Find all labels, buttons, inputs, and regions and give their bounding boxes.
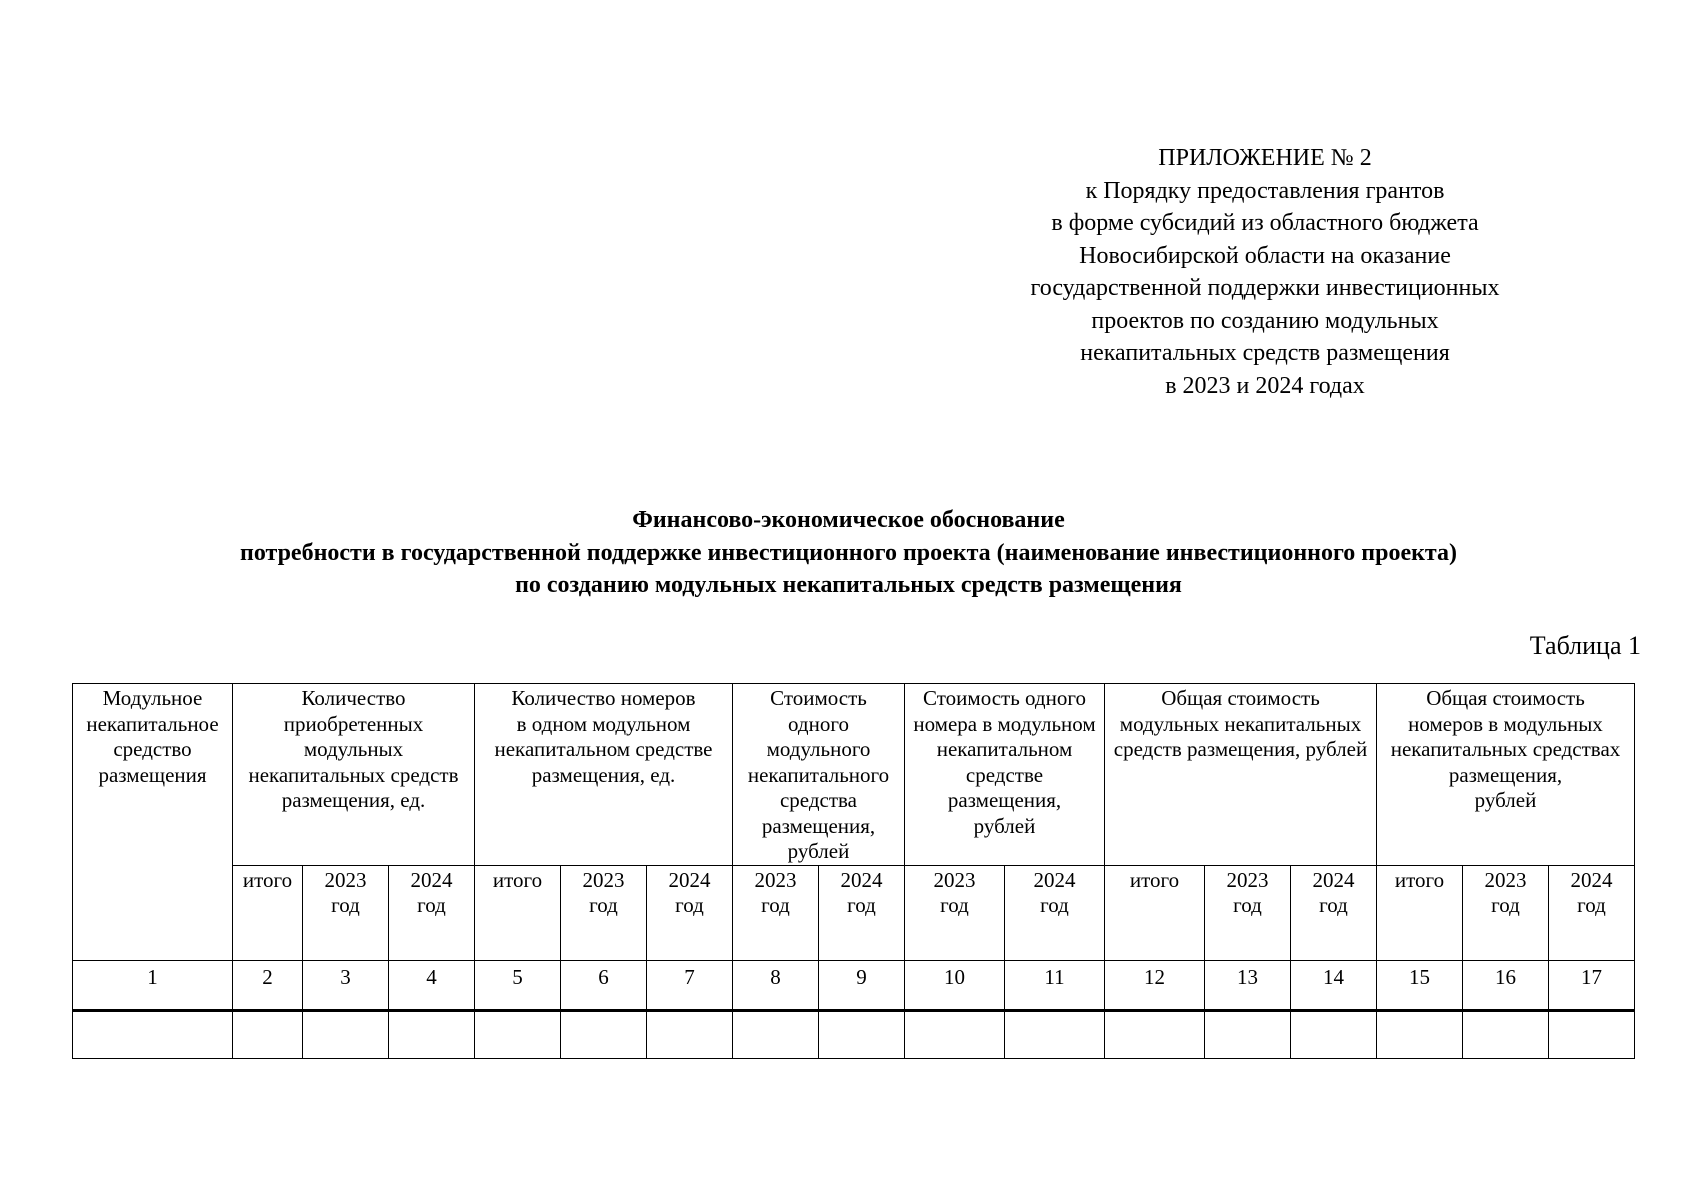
data-cell[interactable]	[561, 1010, 647, 1058]
column-number-cell: 17	[1549, 960, 1635, 1010]
header-text-line: год	[1577, 893, 1606, 917]
header-text-line: год	[940, 893, 969, 917]
data-cell[interactable]	[233, 1010, 303, 1058]
header-text-line: размещения, ед.	[281, 788, 426, 812]
header-text-line: 2024	[1312, 867, 1355, 892]
subheader-cell	[303, 865, 389, 960]
header-text-line: 2023	[1484, 867, 1527, 892]
header-text-line: размещения,	[1448, 762, 1563, 787]
header-text-line: некапитальных средств	[248, 762, 459, 787]
title-line: потребности в государственной поддержке инвестиционного проекта (наименование инвестиционного проекта)	[239, 539, 1457, 566]
header-text-line: Стоимость	[770, 686, 867, 710]
column-number-cell: 6	[561, 960, 647, 1010]
header-text-line: 2023	[933, 867, 976, 892]
header-text-line: некапитальных средствах	[1390, 737, 1621, 761]
header-text-line: 2023	[1226, 867, 1269, 892]
header-text-line: год	[847, 893, 876, 917]
data-cell[interactable]	[1549, 1010, 1635, 1058]
header-text-line: год	[331, 893, 360, 917]
subheader-cell	[475, 865, 561, 960]
appendix-line: к Порядку предоставления грантов	[1085, 177, 1445, 204]
subheader-cell	[1005, 865, 1105, 960]
header-text-line: итого	[492, 867, 543, 892]
header-text-line: 2024	[410, 867, 453, 892]
appendix-line: в форме субсидий из областного бюджета	[1051, 210, 1479, 236]
column-number-cell: 3	[303, 960, 389, 1010]
header-text-line: Стоимость одного	[923, 686, 1086, 710]
header-text-line: 2023	[324, 867, 367, 892]
header-text-line: итого	[1394, 867, 1445, 892]
header-text-line: средства	[779, 788, 857, 812]
column-number-cell: 13	[1205, 960, 1291, 1010]
subheader-cell	[733, 865, 819, 960]
column-number-cell: 4	[389, 960, 475, 1010]
column-number-cell: 14	[1291, 960, 1377, 1010]
data-cell[interactable]	[303, 1010, 389, 1058]
data-cell[interactable]	[1205, 1010, 1291, 1058]
header-text-line: Количество номеров	[511, 686, 696, 710]
data-cell[interactable]	[475, 1010, 561, 1058]
column-number-cell: 2	[233, 960, 303, 1010]
header-text-line: итого	[242, 867, 293, 892]
subheader-cell	[561, 865, 647, 960]
header-text-line: номеров в модульных	[1408, 711, 1603, 736]
data-cell[interactable]	[1463, 1010, 1549, 1058]
title-line: Финансово-экономическое обоснование	[632, 507, 1065, 533]
header-group-cell	[733, 684, 905, 866]
header-text-line: Общая стоимость	[1161, 686, 1320, 710]
header-text-line: год	[417, 893, 446, 917]
header-text-line: в одном модульном	[516, 711, 691, 736]
column-number-cell: 12	[1105, 960, 1205, 1010]
data-cell[interactable]	[819, 1010, 905, 1058]
header-text-line: одного	[788, 711, 849, 736]
subheader-cell	[905, 865, 1005, 960]
header-text-line: размещения,	[947, 788, 1062, 812]
subheader-cell	[1377, 865, 1463, 960]
data-cell[interactable]	[73, 1010, 233, 1058]
data-cell[interactable]	[1377, 1010, 1463, 1058]
header-cell-accommodation	[73, 684, 233, 961]
subheader-cell	[233, 865, 303, 960]
subheader-cell	[819, 865, 905, 960]
header-text-line: рублей	[973, 813, 1036, 838]
header-text-line: модульного	[766, 737, 871, 761]
data-cell[interactable]	[1291, 1010, 1377, 1058]
header-group-cell	[1377, 684, 1635, 866]
header-text-line: средство	[113, 737, 192, 761]
appendix-line: в 2023 и 2024 годах	[1165, 372, 1365, 399]
header-text-line: 2023	[754, 867, 797, 892]
header-text-line: год	[589, 893, 618, 917]
column-number-cell: 10	[905, 960, 1005, 1010]
header-text-line: 2024	[1033, 867, 1076, 892]
column-number-cell: 9	[819, 960, 905, 1010]
header-text-line: итого	[1129, 867, 1180, 892]
header-text-line: 2024	[840, 867, 883, 892]
header-text-line: 2023	[582, 867, 625, 892]
header-text-line: приобретенных	[283, 711, 424, 736]
header-text-line: модульных некапитальных	[1119, 711, 1362, 736]
header-text-line: рублей	[787, 839, 850, 863]
column-number-cell: 1	[73, 960, 233, 1010]
header-group-cell	[905, 684, 1105, 866]
header-text-line: модульных	[303, 737, 404, 761]
header-group-cell	[1105, 684, 1377, 866]
subheader-cell	[1205, 865, 1291, 960]
subheader-cell	[647, 865, 733, 960]
appendix-line: государственной поддержки инвестиционных	[1030, 275, 1500, 301]
header-text-line: год	[1491, 893, 1520, 917]
header-text-line: некапитальное	[86, 711, 219, 736]
data-cell[interactable]	[389, 1010, 475, 1058]
data-cell[interactable]	[905, 1010, 1005, 1058]
column-number-cell: 7	[647, 960, 733, 1010]
header-text-line: рублей	[1474, 788, 1537, 812]
header-text-line: год	[1040, 893, 1069, 917]
header-text-line: Модульное	[102, 686, 203, 710]
header-text-line: год	[761, 893, 790, 917]
header-text-line: 2024	[1570, 867, 1613, 892]
document-title	[0, 504, 1697, 602]
appendix-line: проектов по созданию модульных	[1091, 307, 1439, 334]
data-cell[interactable]	[647, 1010, 733, 1058]
financial-table	[72, 683, 1635, 1059]
header-text-line: размещения	[98, 762, 207, 787]
title-line: по созданию модульных некапитальных средств размещения	[515, 572, 1182, 598]
subheader-cell	[389, 865, 475, 960]
header-text-line: размещения, ед.	[531, 762, 676, 787]
appendix-block	[950, 142, 1580, 402]
appendix-line: ПРИЛОЖЕНИЕ № 2	[1158, 145, 1372, 171]
header-text-line: номера в модульном	[913, 711, 1096, 736]
table-row	[73, 1010, 1635, 1058]
header-text-line: год	[1233, 893, 1262, 917]
column-number-cell: 15	[1377, 960, 1463, 1010]
header-group-cell	[233, 684, 475, 866]
subheader-cell	[1463, 865, 1549, 960]
header-text-line: некапитального	[747, 762, 890, 787]
header-group-cell	[475, 684, 733, 866]
header-text-line: некапитальном	[936, 737, 1073, 761]
header-text-line: некапитальном средстве	[494, 737, 713, 761]
header-text-line: размещения,	[761, 813, 876, 838]
header-text-line: Количество	[301, 686, 406, 710]
column-number-cell: 8	[733, 960, 819, 1010]
header-text-line: средств размещения, рублей	[1113, 737, 1368, 761]
table-label: Таблица 1	[1529, 631, 1641, 660]
data-cell[interactable]	[1105, 1010, 1205, 1058]
appendix-line: некапитальных средств размещения	[1080, 340, 1450, 366]
subheader-cell	[1549, 865, 1635, 960]
header-text-line: год	[675, 893, 704, 917]
header-text-line: Общая стоимость	[1426, 686, 1585, 710]
subheader-cell	[1291, 865, 1377, 960]
data-cell[interactable]	[733, 1010, 819, 1058]
appendix-line: Новосибирской области на оказание	[1079, 242, 1451, 269]
subheader-cell	[1105, 865, 1205, 960]
column-number-cell: 5	[475, 960, 561, 1010]
header-text-line: 2024	[668, 867, 711, 892]
data-cell[interactable]	[1005, 1010, 1105, 1058]
header-text-line: средстве	[965, 762, 1044, 787]
column-number-cell: 16	[1463, 960, 1549, 1010]
column-number-cell: 11	[1005, 960, 1105, 1010]
header-text-line: год	[1319, 893, 1348, 917]
